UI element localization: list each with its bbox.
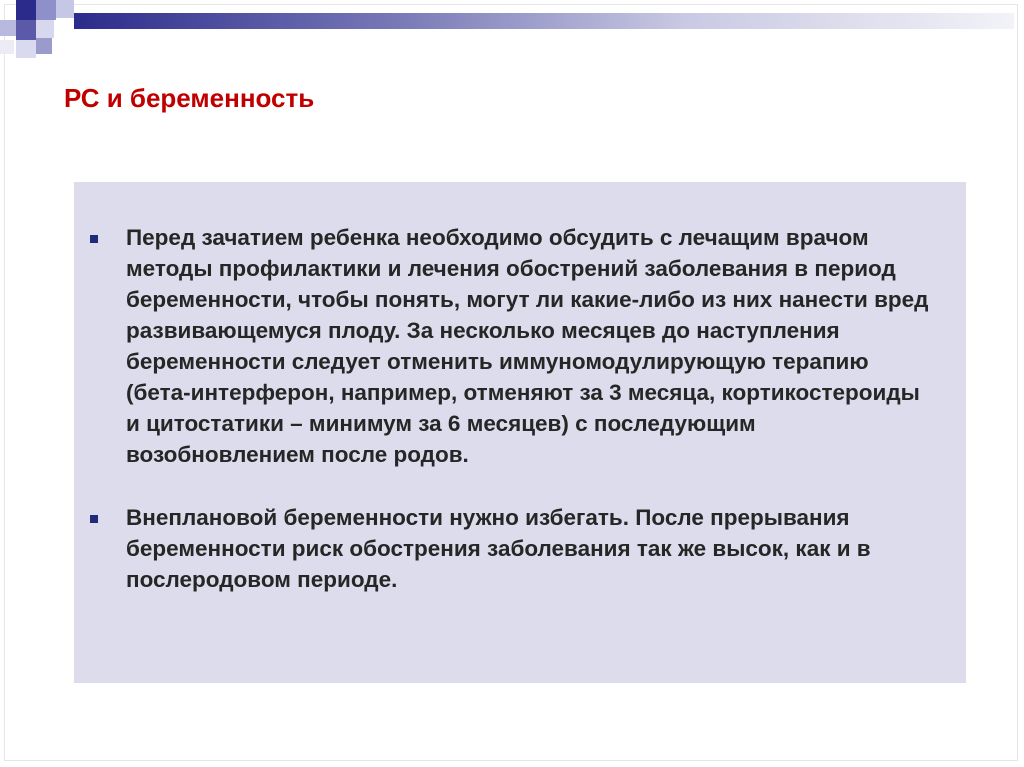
decor-square — [36, 38, 52, 54]
bullet-list — [90, 222, 936, 595]
decor-square — [36, 0, 56, 20]
list-item — [90, 222, 936, 470]
bullet-text: Внеплановой беременности нужно избегать. После прерывания беременности риск обострения заболевания так же высок, как и в послеродовом периоде. — [126, 505, 871, 592]
decor-square — [16, 20, 36, 40]
decor-square — [56, 0, 74, 18]
decor-square — [0, 40, 14, 54]
list-item — [90, 502, 936, 595]
page-title: РС и беременность — [64, 83, 315, 113]
header-gradient-bar — [74, 13, 1014, 29]
decor-square — [36, 20, 54, 38]
content-box — [74, 182, 966, 683]
decor-square — [16, 0, 36, 20]
decor-square — [0, 20, 16, 36]
square-bullet-icon — [90, 235, 98, 243]
decor-square — [16, 40, 36, 58]
bullet-text: Перед зачатием ребенка необходимо обсудить с лечащим врачом методы профилактики и лечения обострений заболевания в период беременности, чтобы понять, могут ли какие-либо из них нанести вред развивающемуся плоду. За несколько месяцев до наступления беременности следует отменить иммуномодулирующую терапию (бета-интерферон, например, отменяют за 3 месяца, кортикостероиды и цитостатики – минимум за 6 месяцев) с последующим возобновлением после родов. — [126, 225, 929, 467]
square-bullet-icon — [90, 515, 98, 523]
